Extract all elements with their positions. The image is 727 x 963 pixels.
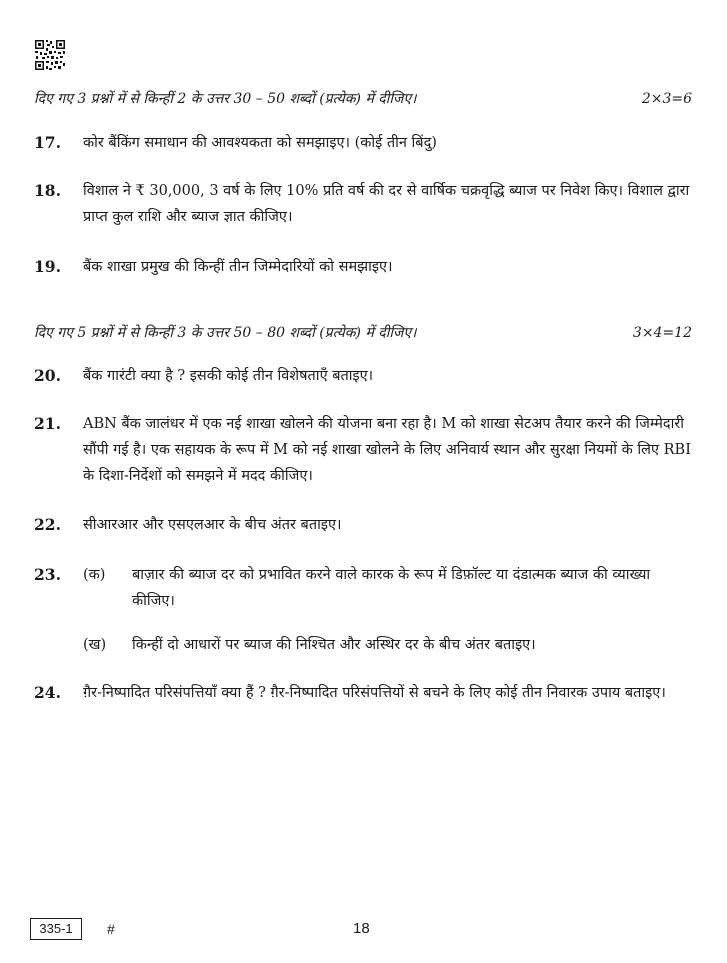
section-c-instruction [34,89,692,108]
question-number: 23. [34,565,61,584]
section-c-instruction-text: दिए गए 3 प्रश्नों में से किन्हीं 2 के उत्तर 30 – 50 शब्दों (प्रत्येक) में दीजिए। [34,91,417,107]
question-18 [34,178,692,230]
question-24 [34,680,692,706]
question-text: बैंक शाखा प्रमुख की किन्हीं तीन जिम्मेदारियों को समझाइए। [83,259,393,275]
question-17 [34,130,692,156]
footer-hash-mark: # [107,921,115,937]
question-number: 22. [34,515,61,534]
question-22 [34,512,692,538]
question-text: कोर बैंकिंग समाधान की आवश्यकता को समझाइए। (कोई तीन बिंदु) [83,135,437,151]
question-21 [34,411,692,489]
section-c-marks: 2×3=6 [641,91,692,107]
question-text: ग़ैर-निष्पादित परिसंपत्तियाँ क्या हैं ? ग़ैर-निष्पादित परिसंपत्तियों से बचने के लिए कोई तीन निवारक उपाय बताइए। [83,685,666,701]
paper-code: 335-1 [30,918,82,940]
part-b-text: किन्हीं दो आधारों पर ब्याज की निश्चित और अस्थिर दर के बीच अंतर बताइए। [132,637,536,653]
part-b-label: (ख) [83,637,107,653]
question-number: 24. [34,683,61,702]
question-text: सीआरआर और एसएलआर के बीच अंतर बताइए। [83,517,342,533]
question-20 [34,363,692,389]
question-number: 21. [34,414,61,433]
question-number: 19. [34,257,61,276]
question-number: 18. [34,181,61,200]
part-a-text: बाज़ार की ब्याज दर को प्रभावित करने वाले कारक के रूप में डिफ़ॉल्ट या दंडात्मक ब्याज की व्याख्या कीजिए। [132,567,651,609]
section-d-instruction [34,323,692,342]
question-text: विशाल ने ₹ 30,000, 3 वर्ष के लिए 10% प्रति वर्ष की दर से वार्षिक चक्रवृद्धि ब्याज पर निवेश किए। विशाल द्वारा प्राप्त कुल राशि और ब्याज ज्ञात कीजिए। [83,183,690,225]
question-part-b [83,632,692,658]
page-number: 18 [353,920,370,937]
question-part-a [83,562,692,614]
question-19 [34,254,692,280]
qr-code-icon [34,39,66,71]
question-parts [83,562,692,658]
question-23 [34,562,692,658]
question-number: 20. [34,366,61,385]
section-d-instruction-text: दिए गए 5 प्रश्नों में से किन्हीं 3 के उत्तर 50 – 80 शब्दों (प्रत्येक) में दीजिए। [34,325,417,341]
section-d-marks: 3×4=12 [632,325,692,341]
question-text: बैंक गारंटी क्या है ? इसकी कोई तीन विशेषताएँ बताइए। [83,368,374,384]
part-a-label: (क) [83,567,106,583]
question-text: ABN बैंक जालंधर में एक नई शाखा खोलने की योजना बना रहा है। M को शाखा सेटअप तैयार करने की जिम्मेदारी सौंपी गई है। एक सहायक के रूप में M को नई शाखा खोलने के लिए अनिवार्य स्थान और सुरक्षा नियमों के लिए RBI के दिशा-निर्देशों को समझने में मदद कीजिए। [83,416,691,484]
question-number: 17. [34,133,61,152]
